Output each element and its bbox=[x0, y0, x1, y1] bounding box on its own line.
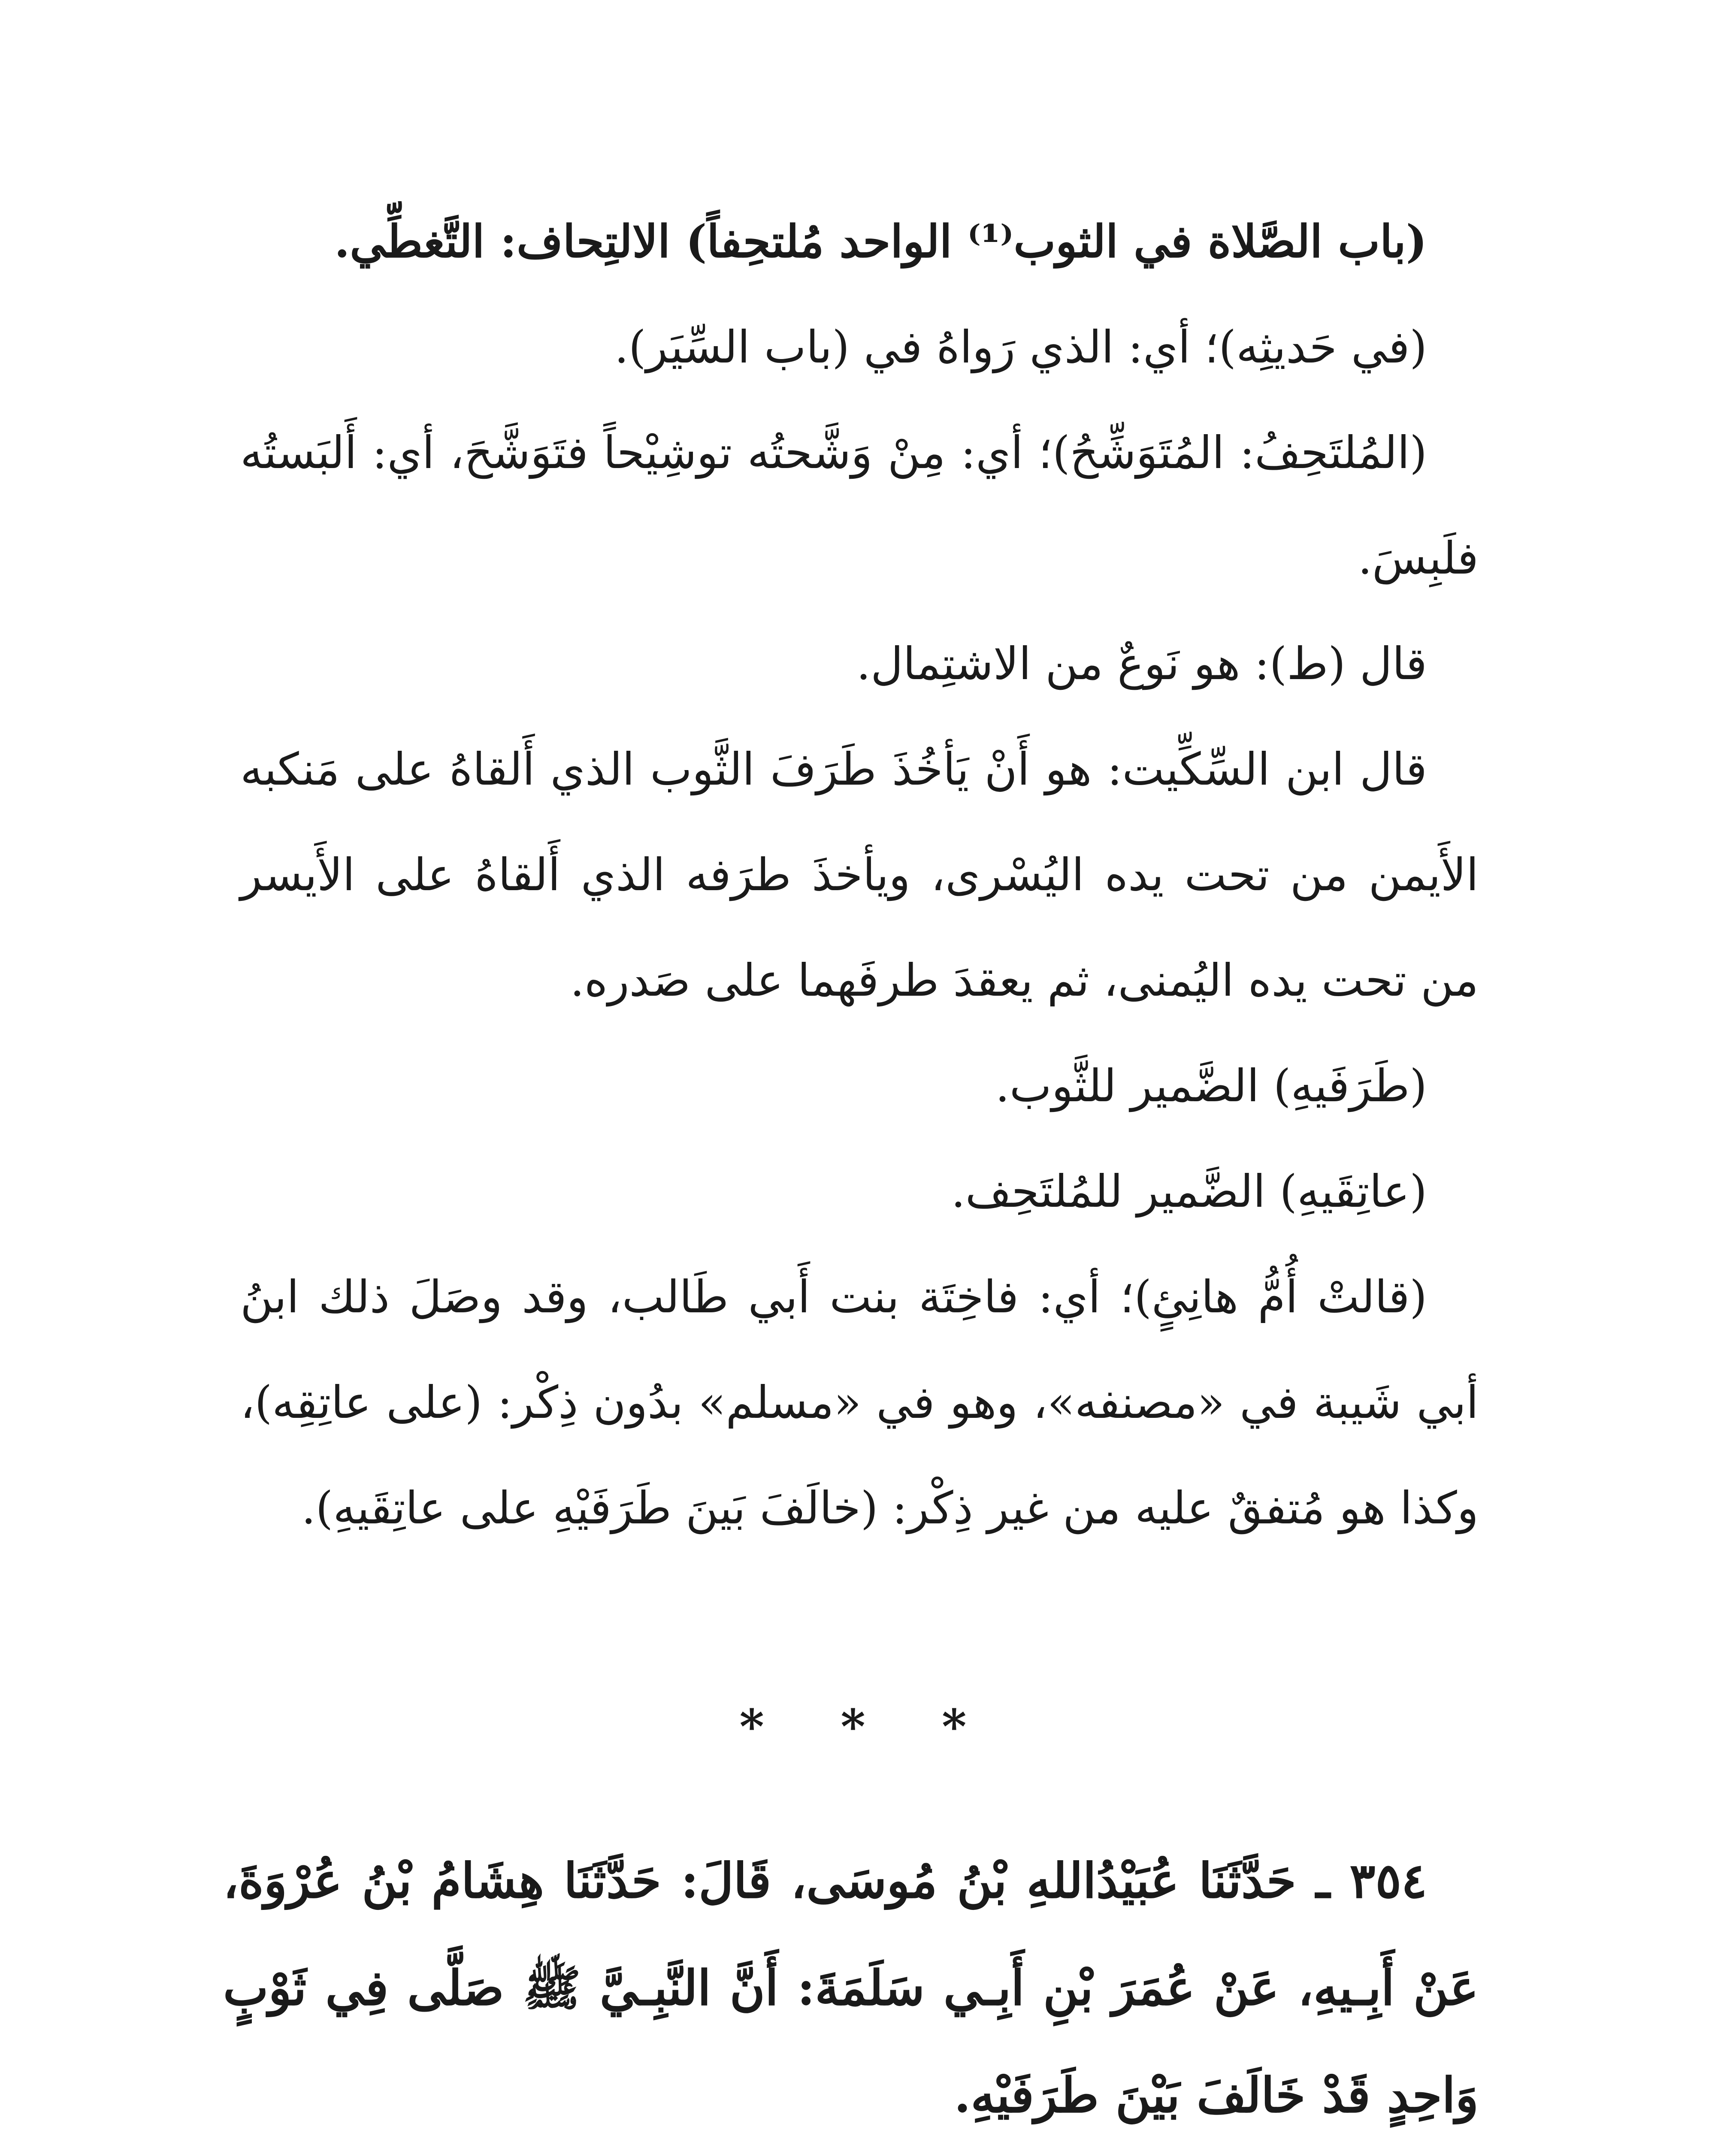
paragraph: قال ابن السِّكِّيت: هو أَنْ يَأخُذَ طَرَفَ الثَّوب الذي أَلقاهُ على مَنكبه الأَيمن من تحت يده اليُسْرى، ويأخذَ طرَفه الذي أَلقاهُ على الأَيسر من تحت يده اليُمنى، ثم يعقدَ طرفَهما على صَدره. bbox=[240, 743, 1479, 1006]
paragraph: (طَرَفَيهِ) الضَّمير للثَّوب. bbox=[995, 1060, 1427, 1112]
commentary-text bbox=[240, 189, 1479, 1561]
paragraph: قال (ط): هو نَوعٌ من الاشتِمال. bbox=[856, 637, 1427, 690]
section-separator: * * * bbox=[739, 1699, 997, 1754]
paragraph: (في حَديثِه)؛ أي: الذي رَواهُ في (باب السِّيَر). bbox=[614, 321, 1427, 373]
paragraph-chapter-title: (باب الصَّلاة في الثوب⁽¹⁾ الواحد مُلتحِفاً) الالتِحاف: التَّغطِّي. bbox=[334, 215, 1427, 268]
paragraph: (المُلتَحِفُ: المُتَوَشِّحُ)؛ أي: مِنْ وَشَّحتُه توشِيْحاً فتَوَشَّحَ، أي: أَلبَستُه فلَبِسَ. bbox=[240, 426, 1479, 584]
paragraph: (قالتْ أُمُّ هانِئٍ)؛ أي: فاخِتَة بنت أَبي طَالب، وقد وصَلَ ذلك ابنُ أبي شَيبة في «مصنفه»، وهو في «مسلم» بدُون ذِكْر: (على عاتِقِه)، وكذا هو مُتفقٌ عليه من غير ذِكْر: (خالَفَ بَينَ طَرَفَيْهِ على عاتِقَيهِ). bbox=[240, 1271, 1479, 1534]
paragraph: (عاتِقَيهِ) الضَّمير للمُلتَحِف. bbox=[951, 1165, 1427, 1218]
hadith-text: ٣٥٤ ـ حَدَّثَنَا عُبَيْدُاللهِ بْنُ مُوسَى، قَالَ: حَدَّثَنَا هِشَامُ بْنُ عُرْوَةَ، عَنْ أَبِـيهِ، عَنْ عُمَرَ بْنِ أَبِـي سَلَمَةَ: أَنَّ النَّبِـيَّ ﷺ صَلَّى فِي ثَوْبٍ وَاحِدٍ قَدْ خَالَفَ بَيْنَ طَرَفَيْهِ. bbox=[223, 1853, 1479, 2124]
